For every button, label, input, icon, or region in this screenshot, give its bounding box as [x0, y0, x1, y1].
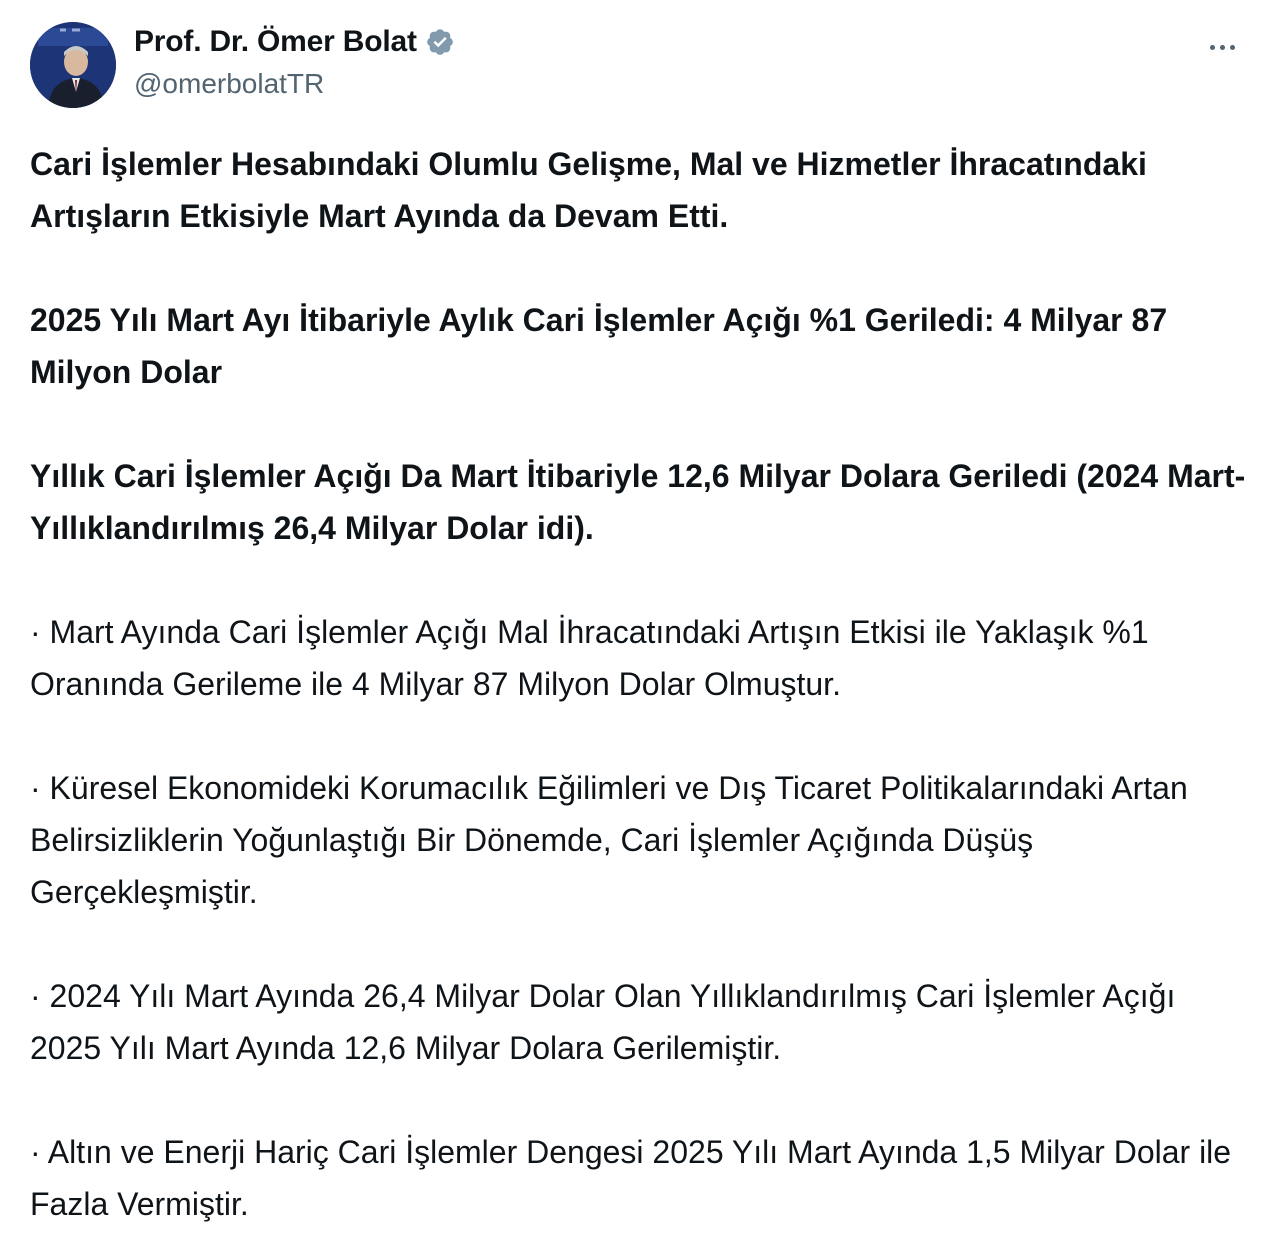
tweet-headline: Cari İşlemler Hesabındaki Olumlu Gelişme, Mal ve Hizmetler İhracatındaki Artışların Etkisiyle Mart Ayında da Devam Etti.	[30, 146, 1147, 234]
avatar[interactable]	[30, 22, 116, 108]
avatar-photo	[30, 22, 116, 108]
bullet-paragraph: · Mart Ayında Cari İşlemler Açığı Mal İhracatındaki Artışın Etkisi ile Yaklaşık %1 Oranında Gerileme ile 4 Milyar 87 Milyon Dolar Olmuştur.	[30, 614, 1149, 702]
name-row	[134, 22, 455, 62]
more-horizontal-icon	[1210, 45, 1215, 50]
display-name[interactable]: Prof. Dr. Ömer Bolat	[134, 25, 417, 58]
more-options-button[interactable]	[1200, 32, 1244, 62]
bullet-paragraph: · 2024 Yılı Mart Ayında 26,4 Milyar Dolar Olan Yıllıklandırılmış Cari İşlemler Açığı 2025 Yılı Mart Ayında 12,6 Milyar Dolara Gerilemiştir.	[30, 978, 1176, 1066]
tweet-subheadline: 2025 Yılı Mart Ayı İtibariyle Aylık Cari İşlemler Açığı %1 Geriledi: 4 Milyar 87 Milyon Dolar	[30, 302, 1168, 390]
tweet-text	[30, 138, 1255, 1230]
more-horizontal-icon-dot	[1230, 45, 1235, 50]
handle[interactable]: @omerbolatTR	[134, 68, 325, 99]
author-names	[134, 22, 455, 100]
bullet-paragraph: · Altın ve Enerji Hariç Cari İşlemler Dengesi 2025 Yılı Mart Ayında 1,5 Milyar Dolar ile Fazla Vermiştir.	[30, 1134, 1232, 1222]
bullet-paragraph: · Küresel Ekonomideki Korumacılık Eğilimleri ve Dış Ticaret Politikalarındaki Artan Belirsizliklerin Yoğunlaştığı Bir Dönemde, Cari İşlemler Açığında Düşüş Gerçekleşmiştir.	[30, 770, 1188, 910]
tweet-header	[30, 22, 1250, 112]
tweet-subheadline: Yıllık Cari İşlemler Açığı Da Mart İtibariyle 12,6 Milyar Dolara Geriledi (2024 Mart-Yıllıklandırılmış 26,4 Milyar Dolar idi).	[30, 458, 1246, 546]
more-horizontal-icon-dot	[1220, 45, 1225, 50]
verified-badge-icon	[425, 27, 455, 57]
